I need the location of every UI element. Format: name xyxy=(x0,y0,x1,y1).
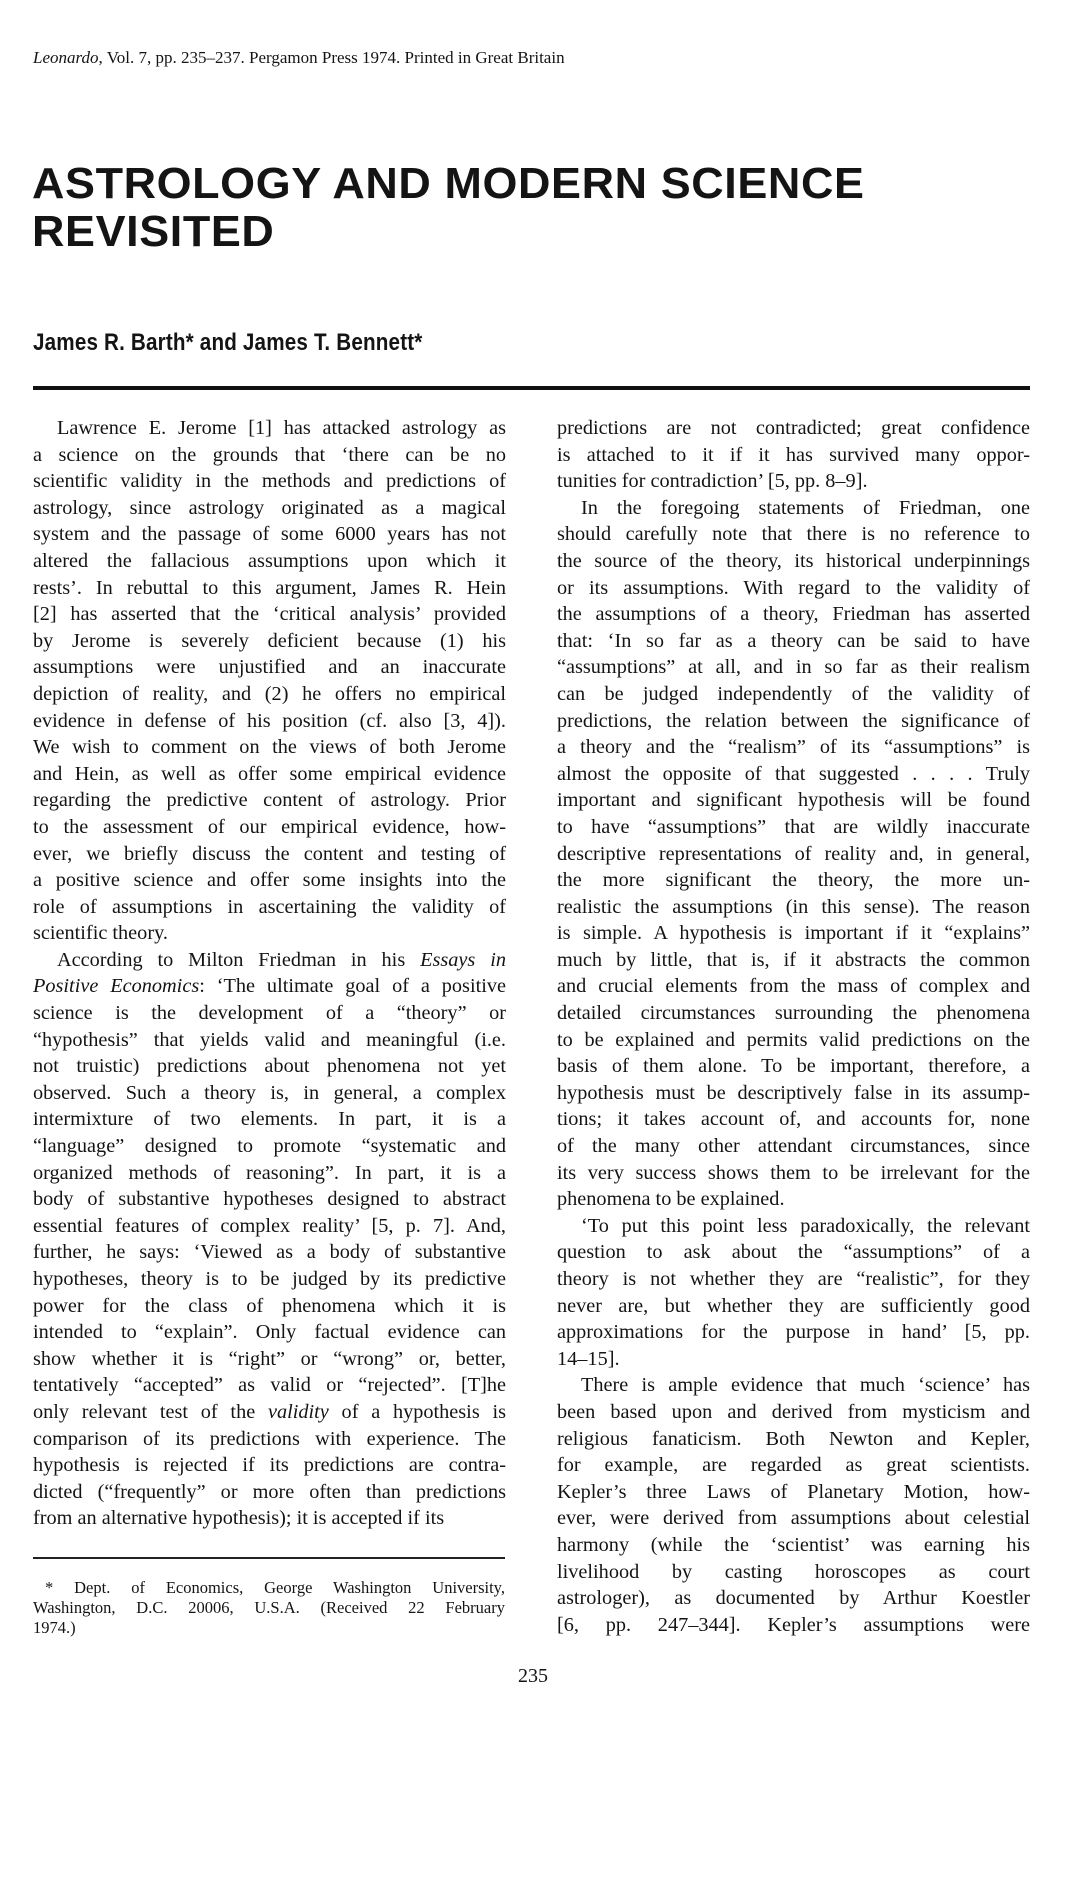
text-line: harmony (while the ‘scientist’ was earning his xyxy=(557,1533,1030,1556)
text-line: regarding the predictive content of astrology. Prior xyxy=(33,789,506,812)
text-line: a science on the grounds that ‘there can be no xyxy=(33,443,506,466)
running-head xyxy=(33,48,565,68)
text-line: altered the fallacious assumptions upon which it xyxy=(33,549,506,572)
text-line: livelihood by casting horoscopes as court xyxy=(557,1560,1030,1583)
text-line: intermixture of two elements. In part, it is a xyxy=(33,1108,506,1131)
text-line: Kepler’s three Laws of Planetary Motion, how- xyxy=(557,1480,1030,1503)
text-line: is attached to it if it has survived many oppor- xyxy=(557,443,1030,466)
text-line: There is ample evidence that much ‘science’ has xyxy=(581,1374,1030,1397)
text-line: important and significant hypothesis will be found xyxy=(557,789,1030,812)
text-line: to the assessment of our empirical evidence, how- xyxy=(33,815,506,838)
text-line: realistic the assumptions (in this sense). The reason xyxy=(557,895,1030,918)
text-line: ever, were derived from assumptions about celestial xyxy=(557,1507,1030,1530)
title-line-1: ASTROLOGY AND MODERN SCIENCE xyxy=(32,159,865,208)
text-line: almost the opposite of that suggested . . . . Truly xyxy=(557,762,1030,785)
text-line: a theory and the “realism” of its “assumptions” is xyxy=(557,736,1030,759)
text-line: ‘To put this point less paradoxically, the relevant xyxy=(581,1214,1030,1237)
text-line: science is the development of a “theory” or xyxy=(33,1002,506,1025)
running-head-details: , Vol. 7, pp. 235–237. Pergamon Press 1974. Printed in Great Britain xyxy=(98,48,565,67)
text-line: dicted (“frequently” or more often than predictions xyxy=(33,1480,506,1503)
right-column xyxy=(557,415,1030,1638)
text-line: can be judged independently of the validity of xyxy=(557,682,1030,705)
text-line: been based upon and derived from mysticism and xyxy=(557,1400,1030,1423)
text-line: descriptive representations of reality and, in general, xyxy=(557,842,1030,865)
text-line: show whether it is “right” or “wrong” or, better, xyxy=(33,1347,506,1370)
text-line: [2] has asserted that the ‘critical analysis’ provided xyxy=(33,603,506,626)
text-line: or its assumptions. With regard to the validity of xyxy=(557,576,1030,599)
text-line: hypothesis must be descriptively false in its assump- xyxy=(557,1081,1030,1104)
text-line: assumptions were unjustified and an inaccurate xyxy=(33,656,506,679)
text-line: of the many other attendant circumstances, since xyxy=(557,1135,1030,1158)
text-line: intended to “explain”. Only factual evidence can xyxy=(33,1321,506,1344)
text-line: religious fanaticism. Both Newton and Kepler, xyxy=(557,1427,1030,1450)
text-line: scientific theory. xyxy=(33,922,168,945)
text-line: power for the class of phenomena which it is xyxy=(33,1294,506,1317)
text-line: 14–15]. xyxy=(557,1347,620,1370)
italic-text: Positive Economics xyxy=(33,975,200,998)
text-line: and crucial elements from the mass of complex and xyxy=(557,975,1030,998)
text-line: organized methods of reasoning”. In part, it is a xyxy=(33,1161,506,1184)
text-line: essential features of complex reality’ [5, p. 7]. And, xyxy=(33,1214,506,1237)
text-line: to have “assumptions” that are wildly inaccurate xyxy=(557,815,1030,838)
text-line: much by little, that is, if it abstracts the common xyxy=(557,948,1030,971)
text-line: the assumptions of a theory, Friedman has asserted xyxy=(557,603,1030,626)
text-line: should carefully note that there is no reference to xyxy=(557,523,1030,546)
text-line: hypotheses, theory is to be judged by its predictive xyxy=(33,1268,506,1290)
text-line: to be explained and permits valid predictions on the xyxy=(557,1028,1030,1051)
text-line: “assumptions” at all, and in so far as their realism xyxy=(557,656,1030,679)
footnote xyxy=(33,1578,505,1638)
text-line: question to ask about the “assumptions” of a xyxy=(557,1241,1030,1264)
text-line: and Hein, as well as offer some empirical evidence xyxy=(33,762,506,785)
text-line: In the foregoing statements of Friedman, one xyxy=(581,496,1030,519)
text-line: the source of the theory, its historical underpinnings xyxy=(557,549,1030,572)
text-line: [6, pp. 247–344]. Kepler’s assumptions were xyxy=(557,1613,1030,1636)
text-line: detailed circumstances surrounding the phenomena xyxy=(557,1002,1030,1025)
italic-text: Essays in xyxy=(420,948,506,971)
text-line: “language” designed to promote “systematic and xyxy=(33,1135,506,1158)
text-line: Positive Economics: ‘The ultimate goal of a positive xyxy=(33,975,506,998)
text-line: tentatively “accepted” as valid or “rejected”. [T]he xyxy=(33,1374,506,1397)
text-line: predictions, the relation between the significance of xyxy=(557,709,1030,732)
text-line: basis of them alone. To be important, therefore, a xyxy=(557,1055,1030,1078)
page-number: 235 xyxy=(518,1665,548,1687)
article-title xyxy=(32,160,1052,256)
text-line: never are, but whether they are sufficiently good xyxy=(557,1294,1030,1317)
footnote-line: 1974.) xyxy=(33,1618,76,1637)
text-line: a positive science and offer some insights into the xyxy=(33,869,506,892)
text-line: role of assumptions in ascertaining the validity of xyxy=(33,895,506,918)
title-rule xyxy=(33,386,1030,390)
text-line: hypothesis is rejected if its predictions are contra- xyxy=(33,1454,506,1477)
text-line: phenomena to be explained. xyxy=(557,1188,785,1211)
text-line: scientific validity in the methods and predictions of xyxy=(33,470,506,493)
text-line: for example, are regarded as great scientists. xyxy=(557,1454,1030,1477)
italic-text: validity xyxy=(267,1400,329,1423)
journal-name: Leonardo xyxy=(33,48,99,67)
text-line: that: ‘In so far as a theory can be said to have xyxy=(557,629,1030,652)
text-line: from an alternative hypothesis); it is accepted if its xyxy=(33,1507,445,1530)
text-line: evidence in defense of his position (cf. also [3, 4]). xyxy=(33,709,506,732)
text-line: approximations for the purpose in hand’ [5, pp. xyxy=(557,1321,1030,1344)
text-line: rests’. In rebuttal to this argument, James R. Hein xyxy=(33,576,506,599)
title-line-2: REVISITED xyxy=(32,207,275,256)
text-line: the more significant the theory, the more un- xyxy=(557,869,1030,892)
text-line: only relevant test of the validity of a hypothesis is xyxy=(33,1400,506,1423)
text-line: We wish to comment on the views of both Jerome xyxy=(33,736,506,759)
footnote-rule xyxy=(33,1557,505,1559)
text-line: According to Milton Friedman in his Essays in xyxy=(57,948,506,971)
text-line: predictions are not contradicted; great confidence xyxy=(557,417,1030,439)
left-column xyxy=(33,415,506,1532)
footnote-line: Washington, D.C. 20006, U.S.A. (Received 22 February xyxy=(33,1598,505,1617)
text-line: astrology, since astrology originated as a magical xyxy=(33,496,506,519)
text-line: depiction of reality, and (2) he offers no empirical xyxy=(33,682,506,705)
authors: James R. Barth* and James T. Bennett* xyxy=(33,329,423,356)
text-line: Lawrence E. Jerome [1] has attacked astrology as xyxy=(57,417,506,439)
text-line: further, he says: ‘Viewed as a body of substantive xyxy=(33,1241,506,1264)
footnote-line: * Dept. of Economics, George Washington University, xyxy=(45,1578,505,1597)
text-line: by Jerome is severely deficient because (1) his xyxy=(33,629,506,652)
text-line: tions; it takes account of, and accounts for, none xyxy=(557,1108,1030,1131)
text-line: astrologer), as documented by Arthur Koestler xyxy=(557,1587,1030,1610)
text-line: is simple. A hypothesis is important if it “explains” xyxy=(557,922,1030,945)
text-line: body of substantive hypotheses designed to abstract xyxy=(33,1188,506,1211)
text-line: its very success shows them to be irrelevant for the xyxy=(557,1161,1030,1184)
text-line: “hypothesis” that yields valid and meaningful (i.e. xyxy=(33,1028,506,1051)
text-line: system and the passage of some 6000 years has not xyxy=(33,523,506,546)
text-line: theory is not whether they are “realistic”, for they xyxy=(557,1268,1030,1290)
text-line: comparison of its predictions with experience. The xyxy=(33,1427,506,1450)
text-line: observed. Such a theory is, in general, a complex xyxy=(33,1081,506,1104)
text-line: ever, we briefly discuss the content and testing of xyxy=(33,842,506,865)
text-line: tunities for contradiction’ [5, pp. 8–9]. xyxy=(557,470,868,493)
text-line: not truistic) predictions about phenomena not yet xyxy=(33,1055,506,1078)
